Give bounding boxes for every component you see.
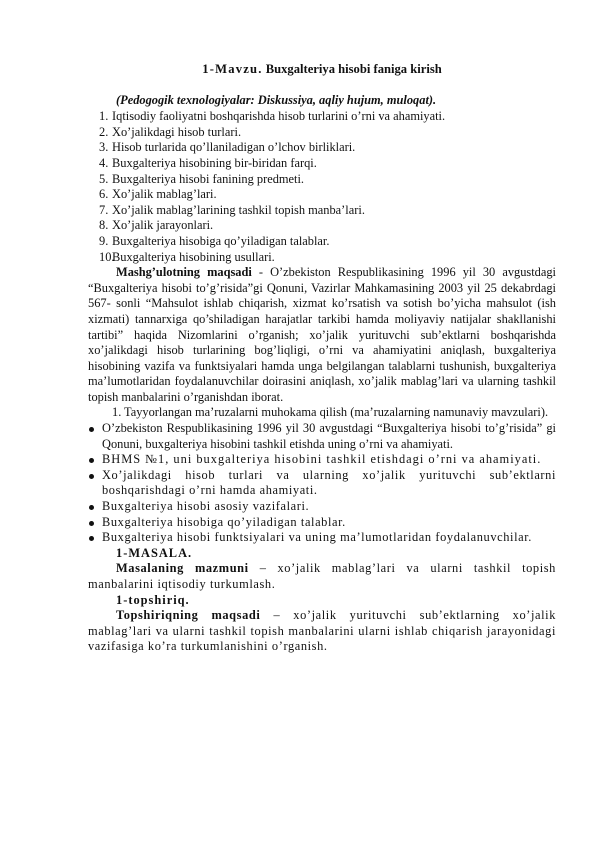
item-text: Iqtisodiy faoliyatni boshqarishda hisob turlarini o’rni va ahamiyati. bbox=[112, 109, 446, 124]
list-item bbox=[88, 421, 556, 452]
item-number: 8. bbox=[99, 218, 109, 233]
item-number: 3. bbox=[99, 140, 109, 155]
list-item bbox=[88, 187, 556, 203]
list-item bbox=[88, 109, 556, 125]
document-page bbox=[88, 62, 556, 655]
list-item bbox=[88, 218, 556, 234]
list-item bbox=[88, 250, 556, 266]
goal-text: - O’zbekiston Respublikasining 1996 yil 30 avgustdagi “Buxgalteriya hisobi to’g’risida”gi Qonuni, Vazirlar Mahkamasining 2003 yil 25 dekabrdagi 567- sonli “Mahsulot ishlab chiqarish, xizmat ko’rsatish va sotish bo’yicha mahsulot (ish xizmati) tannarxiga qo’shiladigan harajatlar tarkibi hamda moliyaviy natijalar shakllanishi tartibi” haqida Nizomlarini o’rganish; xo’jalik yurituvchi sub’ektlarni boshqarishda xo’jalikdagi hisob turlarining bog’liqligi, o’rni va ahamiyatini aniqlash, buxgalteriya hisobining vazifa va funktsiyalari hamda unga belgilangan talablarni tushunish, buxgalteriya ma’lumotlaridan foydalanuvchilar doirasini aniqlash, xo’jalik mablag’lari va ularning tashkil topish manbalarini o’rganishdan iborat. bbox=[88, 265, 557, 404]
item-text: Buxgalteriya hisobining usullari. bbox=[112, 249, 275, 264]
pedagogical-methods: (Pedogogik texnologiyalar: Diskussiya, aqliy hujum, muloqat). bbox=[116, 92, 437, 107]
item-text: BHMS №1, uni buxgalteriya hisobini tashkil etishdagi o’rni va ahamiyati. bbox=[102, 452, 542, 467]
list-item bbox=[88, 452, 556, 468]
masala-label: Masalaning mazmuni bbox=[116, 561, 249, 576]
item-text: Buxgalteriya hisobi fanining predmeti. bbox=[112, 171, 305, 186]
topic-bullets bbox=[88, 421, 556, 546]
list-item bbox=[88, 515, 556, 531]
item-text: Buxgalteriya hisobi asosiy vazifalari. bbox=[102, 499, 310, 514]
item-number: 1. bbox=[99, 109, 109, 124]
item-number: 4. bbox=[99, 155, 109, 170]
list-item bbox=[88, 140, 556, 156]
topshiriq-label: Topshiriqning maqsadi bbox=[116, 608, 261, 623]
topshiriq-text: – xo’jalik yurituvchi sub’ektlarning xo’jalik mablag’lari va ularni tashkil topish manbalarini ularni ishlab chiqarish jarayonidagi vazifasiga ko’ra turkumlanishini o’rganish. bbox=[88, 608, 556, 654]
item-text: Buxgalteriya hisobining bir-biridan farqi. bbox=[112, 155, 317, 170]
masala-heading: 1-MASALA. bbox=[116, 545, 193, 560]
item-text: Xo’jalikdagi hisob turlari. bbox=[112, 124, 242, 139]
item-number: 6. bbox=[99, 187, 109, 202]
topshiriq-paragraph bbox=[88, 608, 556, 655]
list-item bbox=[88, 405, 556, 421]
list-item bbox=[88, 172, 556, 188]
list-item bbox=[88, 203, 556, 219]
page-title bbox=[88, 62, 556, 78]
plan-list bbox=[88, 109, 556, 265]
item-number: 1. bbox=[112, 405, 122, 420]
item-text: Buxgalteriya hisobiga qo’yiladigan talablar. bbox=[112, 233, 330, 248]
item-number: 7. bbox=[99, 202, 109, 217]
masala-paragraph bbox=[88, 561, 556, 592]
list-item bbox=[88, 530, 556, 546]
item-text: O’zbekiston Respublikasining 1996 yil 30 avgustdagi “Buxgalteriya hisobi to’g’risida” gi Qonuni, buxgalteriya hisobini tashkil etishda uning o’rni va ahamiyati. bbox=[102, 421, 556, 451]
topshiriq-heading: 1-topshiriq. bbox=[116, 592, 190, 607]
masala-text: – xo’jalik mablag’lari va ularni tashkil topish manbalarini iqtisodiy turkumlash. bbox=[88, 561, 556, 591]
item-text: Buxgalteriya hisobi funktsiyalari va uning ma’lumotlaridan foydalanuvchilar. bbox=[102, 530, 532, 545]
item-text: Xo’jalik mablag’larining tashkil topish manba’lari. bbox=[112, 202, 365, 217]
title-text: Buxgalteriya hisobi faniga kirish bbox=[265, 62, 442, 76]
goal-label: Mashg’ulotning maqsadi bbox=[116, 265, 252, 280]
item-number: 9. bbox=[99, 233, 109, 248]
item-number: 2. bbox=[99, 124, 109, 139]
item-text: Xo’jalikdagi hisob turlari va ularning xo’jalik yurituvchi sub’ektlarni boshqarishdagi o’rni hamda ahamiyati. bbox=[102, 467, 556, 498]
item-number: 5. bbox=[99, 171, 109, 186]
item-text: Xo’jalik mablag’lari. bbox=[112, 187, 217, 202]
title-prefix: 1-Mavzu. bbox=[202, 62, 263, 76]
item-text: Buxgalteriya hisobiga qo’yiladigan talablar. bbox=[102, 514, 346, 529]
item-text: Hisob turlarida qo’llaniladigan o’lchov birliklari. bbox=[112, 140, 356, 155]
list-item bbox=[88, 499, 556, 515]
goal-paragraph bbox=[88, 265, 556, 405]
list-item bbox=[88, 468, 556, 499]
list-item bbox=[88, 234, 556, 250]
list-item bbox=[88, 156, 556, 172]
task-list bbox=[88, 405, 556, 421]
item-text: Tayyorlangan ma’ruzalarni muhokama qilish (ma’ruzalarning namunaviy mavzulari). bbox=[124, 405, 549, 420]
list-item bbox=[88, 125, 556, 141]
item-number: 10. bbox=[99, 249, 115, 264]
item-text: Xo’jalik jarayonlari. bbox=[112, 218, 214, 233]
